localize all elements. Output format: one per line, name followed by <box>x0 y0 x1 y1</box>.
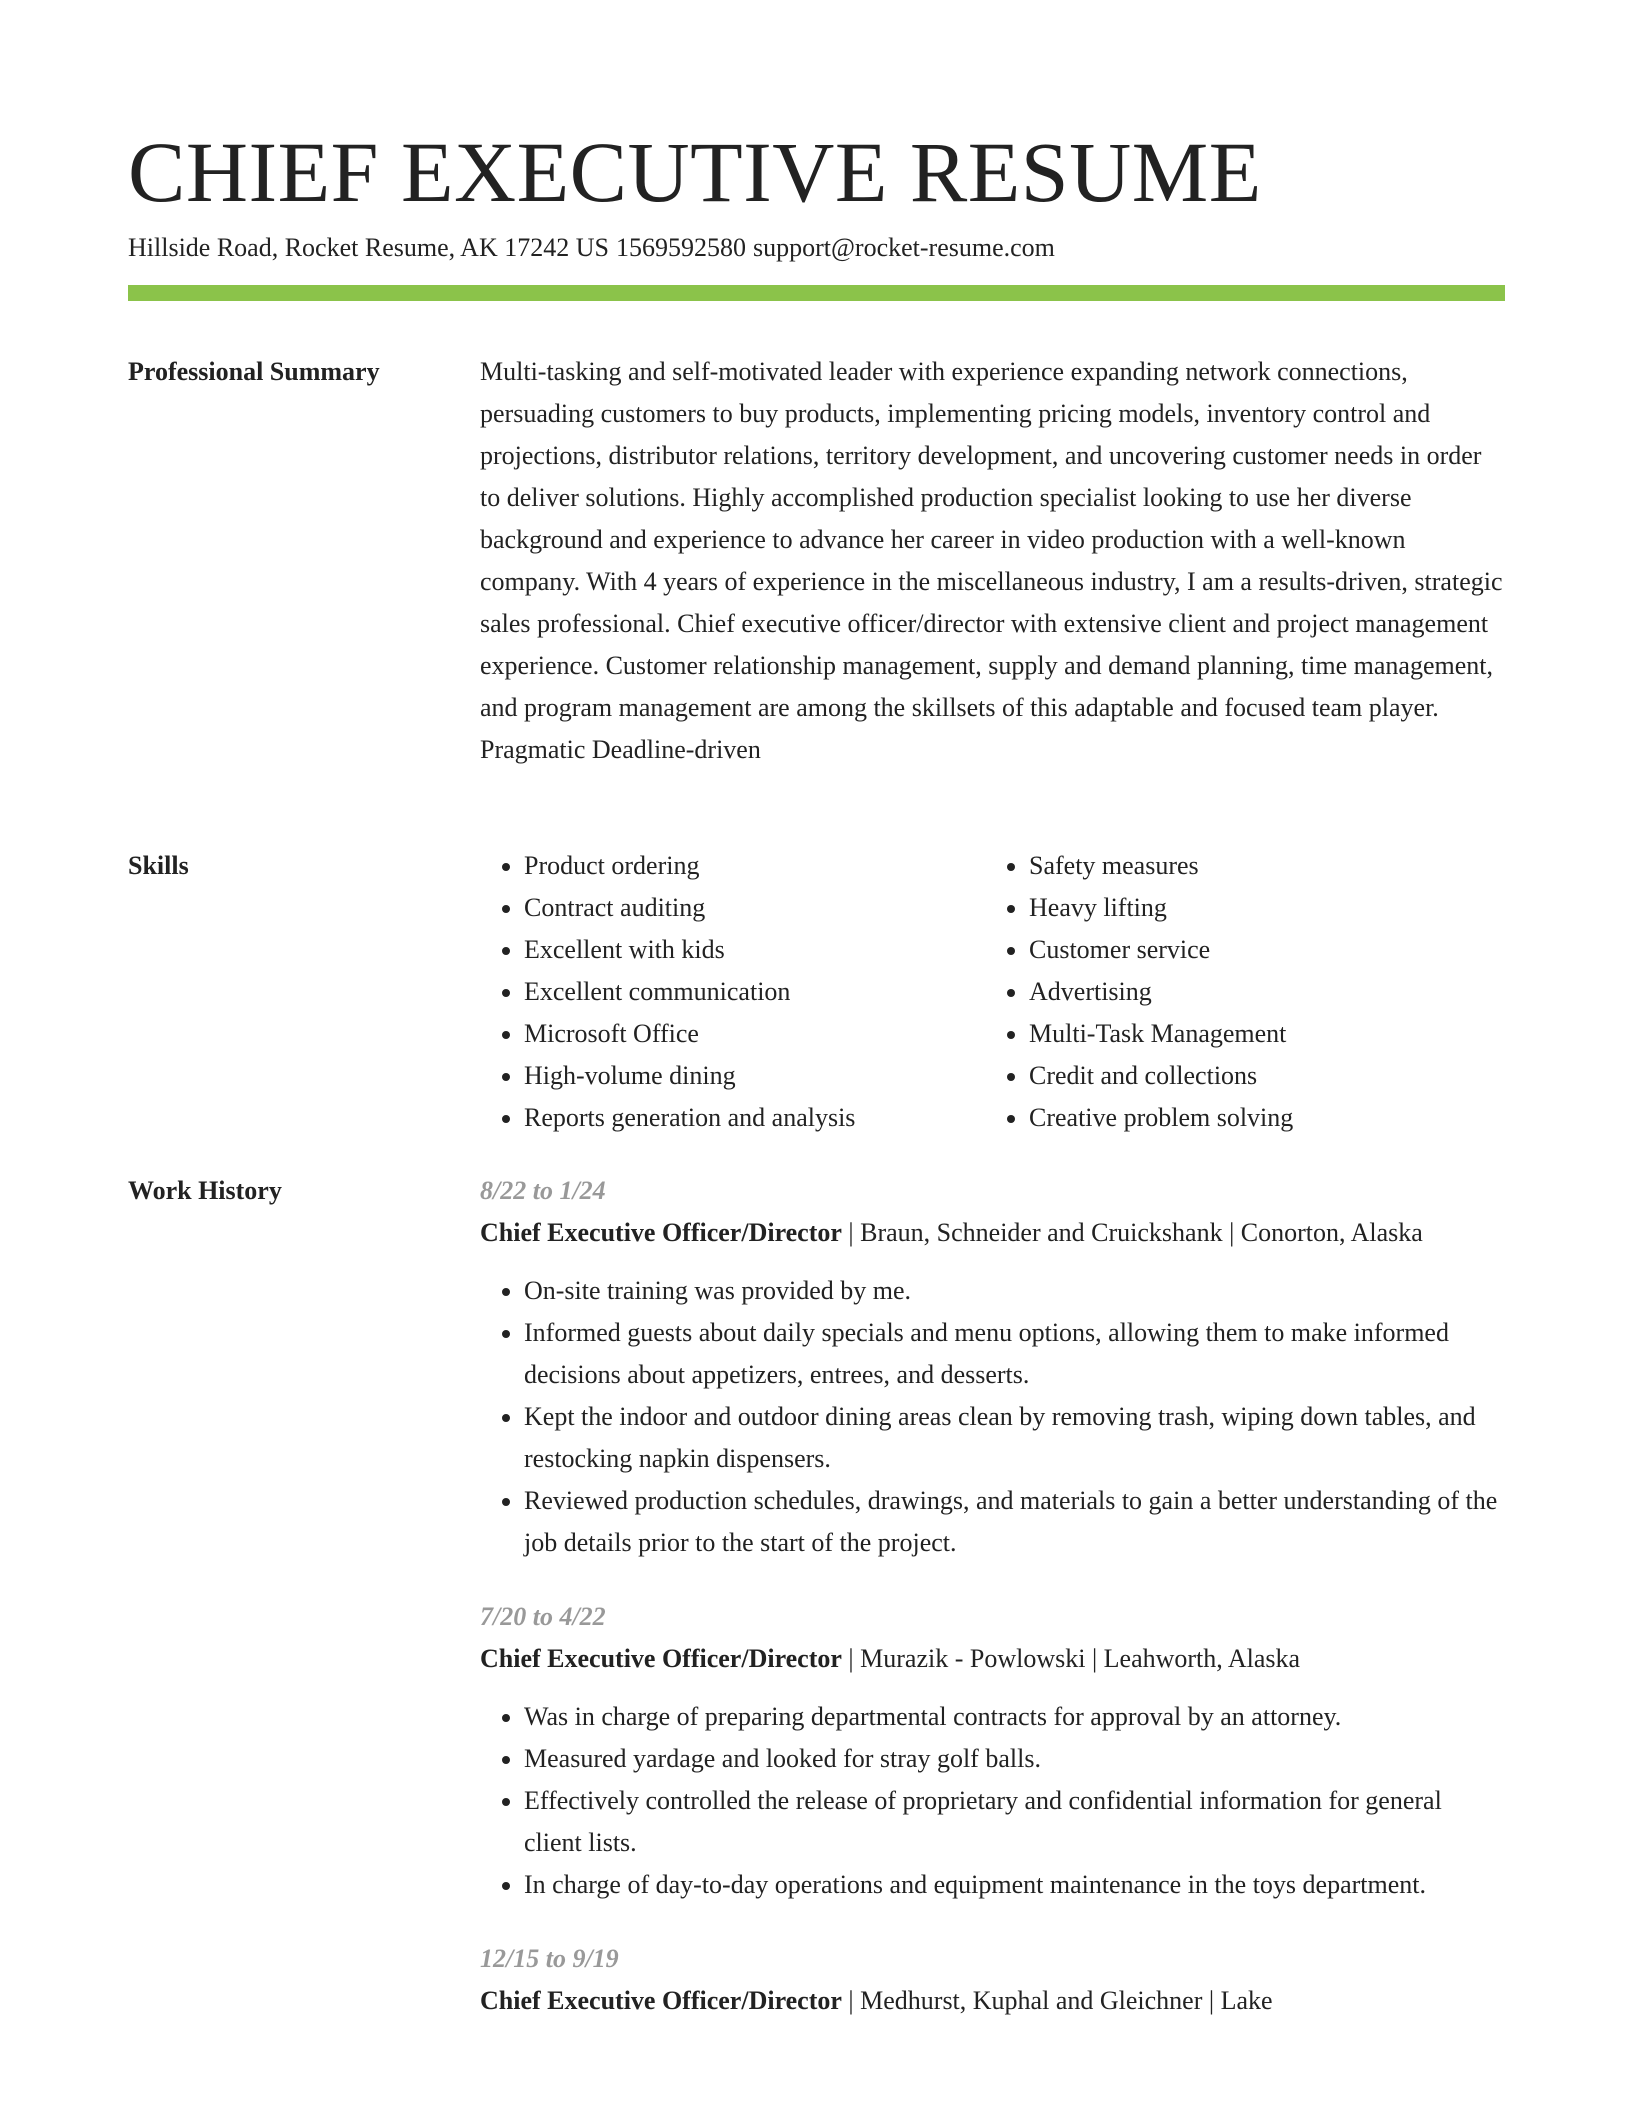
skill-item: • Reports generation and analysis <box>524 1097 984 1139</box>
skill-item: • Advertising <box>1029 971 1489 1013</box>
skill-item: • Contract auditing <box>524 887 984 929</box>
skills-body <box>480 845 1505 1139</box>
job-entry <box>480 1596 1505 1906</box>
job-details: | Braun, Schneider and Cruickshank | Conorton, Alaska <box>841 1218 1423 1247</box>
job-dates: 7/20 to 4/22 <box>480 1602 606 1631</box>
job-bullet: • In charge of day-to-day operations and equipment maintenance in the toys department. <box>524 1864 1505 1906</box>
job-bullet: • Kept the indoor and outdoor dining areas clean by removing trash, wiping down tables, and restocking napkin dispensers. <box>524 1396 1505 1480</box>
job-title: Chief Executive Officer/Director <box>480 1986 842 2015</box>
job-entry <box>480 1170 1505 1564</box>
skill-item: • Heavy lifting <box>1029 887 1489 929</box>
job-bullet: • On-site training was provided by me. <box>524 1270 1505 1312</box>
skill-item: • Excellent communication <box>524 971 984 1013</box>
job-bullets <box>480 1696 1505 1906</box>
summary-body <box>480 351 1505 771</box>
job-bullet: • Was in charge of preparing departmental contracts for approval by an attorney. <box>524 1696 1505 1738</box>
skill-item: • Customer service <box>1029 929 1489 971</box>
job-title: Chief Executive Officer/Director <box>480 1644 842 1673</box>
skills-columns <box>480 845 1505 1139</box>
job-dates: 12/15 to 9/19 <box>480 1944 619 1973</box>
skill-item: • Microsoft Office <box>524 1013 984 1055</box>
job-bullet: • Effectively controlled the release of proprietary and confidential information for general client lists. <box>524 1780 1505 1864</box>
skills-list-left <box>480 845 984 1139</box>
skill-item: • Credit and collections <box>1029 1055 1489 1097</box>
job-header <box>480 1638 1505 1680</box>
contact-email: support@rocket-resume.com <box>752 233 1055 262</box>
work-history-body <box>480 1170 1505 2054</box>
contact-line <box>128 232 1055 264</box>
skills-heading: Skills <box>128 851 189 880</box>
skill-item: • Safety measures <box>1029 845 1489 887</box>
summary-text: Multi-tasking and self-motivated leader with experience expanding network connections, persuading customers to buy products, implementing pricing models, inventory control and projections, distributor relations, territory development, and uncovering customer needs in order to deliver solutions. Highly accomplished production specialist looking to use her diverse background and experience to advance her career in video production with a well-known company. With 4 years of experience in the miscellaneous industry, I am a results-driven, strategic sales professional. Chief executive officer/director with extensive client and project management experience. Customer relationship management, supply and demand planning, time management, and program management are among the skillsets of this adaptable and focused team player. Pragmatic Deadline-driven <box>480 357 1503 764</box>
resume-title: CHIEF EXECUTIVE RESUME <box>128 124 1262 220</box>
skill-item: • Creative problem solving <box>1029 1097 1489 1139</box>
job-details: | Murazik - Powlowski | Leahworth, Alaska <box>841 1644 1301 1673</box>
job-dates: 8/22 to 1/24 <box>480 1176 606 1205</box>
contact-phone: 1569592580 <box>615 233 746 262</box>
job-title: Chief Executive Officer/Director <box>480 1218 842 1247</box>
accent-divider <box>128 285 1505 301</box>
job-entry <box>480 1938 1505 2022</box>
job-header <box>480 1980 1505 2022</box>
skill-item: • High-volume dining <box>524 1055 984 1097</box>
skill-item: • Multi-Task Management <box>1029 1013 1489 1055</box>
job-bullet: • Measured yardage and looked for stray golf balls. <box>524 1738 1505 1780</box>
skill-item: • Excellent with kids <box>524 929 984 971</box>
job-bullet: • Reviewed production schedules, drawings, and materials to gain a better understanding of the job details prior to the start of the project. <box>524 1480 1505 1564</box>
job-bullet: • Informed guests about daily specials and menu options, allowing them to make informed decisions about appetizers, entrees, and desserts. <box>524 1312 1505 1396</box>
job-header <box>480 1212 1505 1254</box>
summary-heading: Professional Summary <box>128 357 380 386</box>
contact-address: Hillside Road, Rocket Resume, AK 17242 US <box>128 233 609 262</box>
job-bullets <box>480 1270 1505 1564</box>
job-details: | Medhurst, Kuphal and Gleichner | Lake <box>841 1986 1273 2015</box>
skills-list-right <box>984 845 1489 1139</box>
work-history-heading: Work History <box>128 1176 282 1205</box>
skill-item: • Product ordering <box>524 845 984 887</box>
